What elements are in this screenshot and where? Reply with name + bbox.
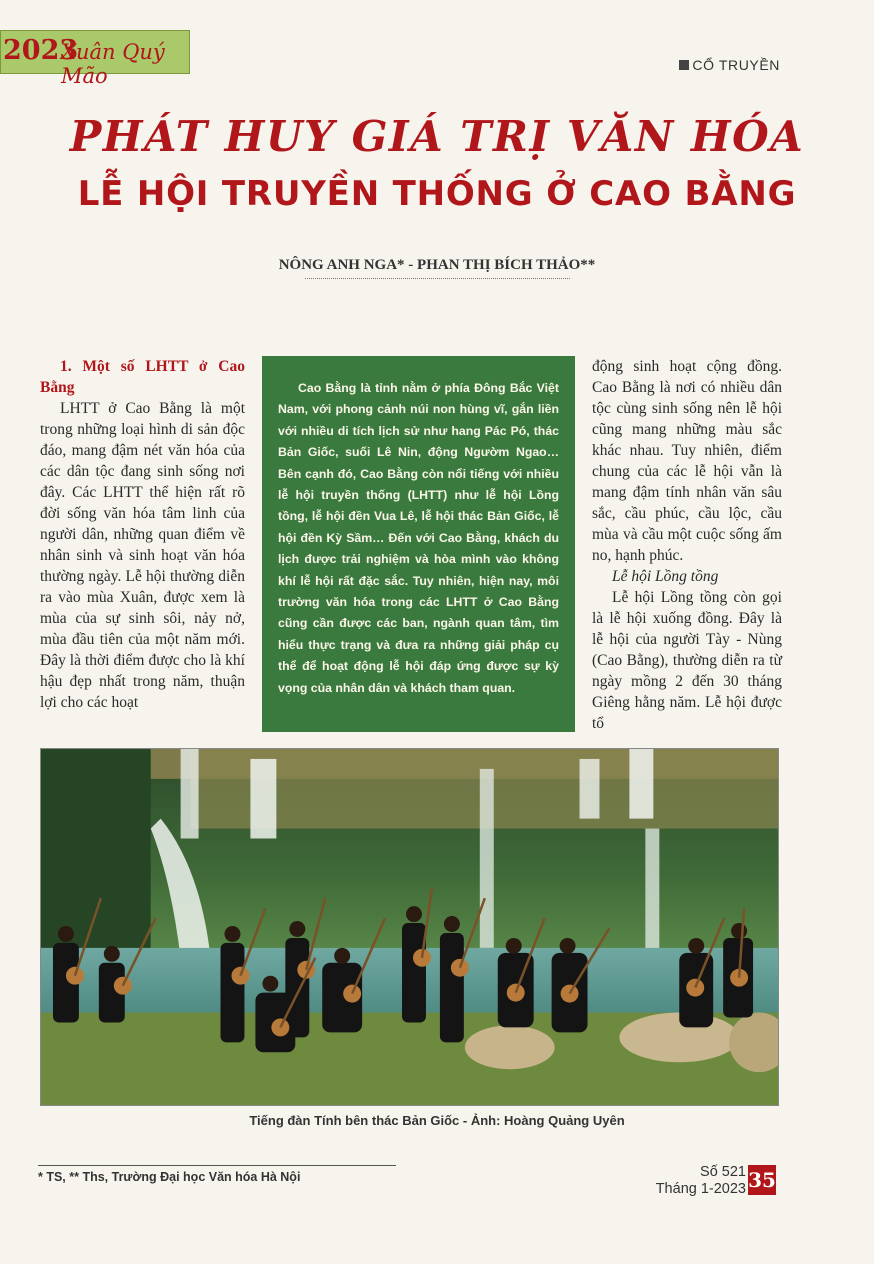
left-column [40, 356, 245, 713]
abstract-box [262, 356, 575, 732]
footnote-divider [38, 1165, 396, 1166]
photo-caption: Tiếng đàn Tính bên thác Bản Giốc - Ảnh: Hoàng Quảng Uyên [249, 1113, 625, 1128]
issue-number: Số 521 [700, 1164, 746, 1180]
article-title-line1: PHÁT HUY GIÁ TRỊ VĂN HÓA [69, 112, 805, 161]
left-column-paragraph: LHTT ở Cao Bằng là một trong những loại hình di sản độc đáo, mang đậm nét văn hóa của các dân tộc đang sinh sống nơi đây. Các LHTT thể hiện rất rõ đời sống văn hóa tâm linh của người dân, những quan điểm về nhân sinh và sinh hoạt văn hóa thường ngày. Lễ hội thường diễn ra vào mùa Xuân, được xem là mùa của sự sinh sôi, nảy nở, mùa đầu tiên của một năm mới. Đây là thời điểm được cho là khí hậu đẹp nhất trong năm, thuận lợi cho các hoạt [40, 400, 245, 711]
article-title-line2: LỄ HỘI TRUYỀN THỐNG Ở CAO BẰNG [77, 174, 797, 214]
magazine-badge [0, 30, 190, 88]
section-square-icon [679, 60, 689, 70]
section-label-text: CỔ TRUYỀN [692, 57, 780, 73]
section-label [679, 57, 780, 73]
footnote: * TS, ** Ths, Trường Đại học Văn hóa Hà Nội [38, 1170, 301, 1184]
section-heading: 1. Một số LHTT ở Cao Bằng [40, 358, 245, 396]
badge-edition: Xuân Quý Mão [61, 40, 165, 88]
waterfall-performers-image [41, 749, 778, 1105]
festival-photo [40, 748, 779, 1106]
badge-year: 2023 [3, 35, 79, 66]
right-column-continuation: động sinh hoạt cộng đồng. Cao Bằng là nơi có nhiều dân tộc cùng sinh sống nên lễ hội cũng mang những màu sắc khác nhau. Tuy nhiên, điểm chung của các lễ hội vẫn là mang đậm tính nhân văn sâu sắc, cầu phúc, cầu lộc, cầu mùa và cầu một cuộc sống ấm no, hạnh phúc. [592, 358, 782, 564]
issue-info [656, 1164, 746, 1198]
abstract-text: Cao Bằng là tỉnh nằm ở phía Đông Bắc Việt Nam, với phong cảnh núi non hùng vĩ, gắn liền với nhiều di tích lịch sử như hang Pác Pó, thác Bản Giốc, suối Lê Nin, động Ngườm Ngao… Bên cạnh đó, Cao Bằng còn nổi tiếng với nhiều lễ hội truyền thống (LHTT) như lễ hội Lồng tồng, lễ hội đền Vua Lê, lễ hội thác Bản Giốc, lễ hội đền Kỳ Sầm… Đến với Cao Bằng, khách du lịch được trải nghiệm và hòa mình vào không khí lễ hội rất đặc sắc. Tuy nhiên, hiện nay, môi trường văn hóa trong các LHTT ở Cao Bằng cũng cần được các ban, ngành quan tâm, tìm hiểu thực trạng và đưa ra những giải pháp cụ thể để hoạt động lễ hội đáp ứng được sự kỳ vọng của nhân dân và khách tham quan. [278, 381, 559, 695]
issue-date: Tháng 1-2023 [655, 1181, 746, 1197]
article-authors: NÔNG ANH NGA* - PHAN THỊ BÍCH THẢO** [278, 257, 596, 273]
subsection-heading: Lễ hội Lồng tồng [612, 568, 719, 585]
right-column-paragraph: Lễ hội Lồng tồng còn gọi là lễ hội xuống đồng. Đây là lễ hội của người Tày - Nùng (Cao Bằng), thường diễn ra từ ngày mồng 2 đến 30 tháng Giêng hằng năm. Lễ hội được tổ [592, 589, 782, 732]
right-column [592, 356, 782, 734]
page-number: 35 [748, 1165, 776, 1195]
authors-divider [305, 278, 570, 279]
